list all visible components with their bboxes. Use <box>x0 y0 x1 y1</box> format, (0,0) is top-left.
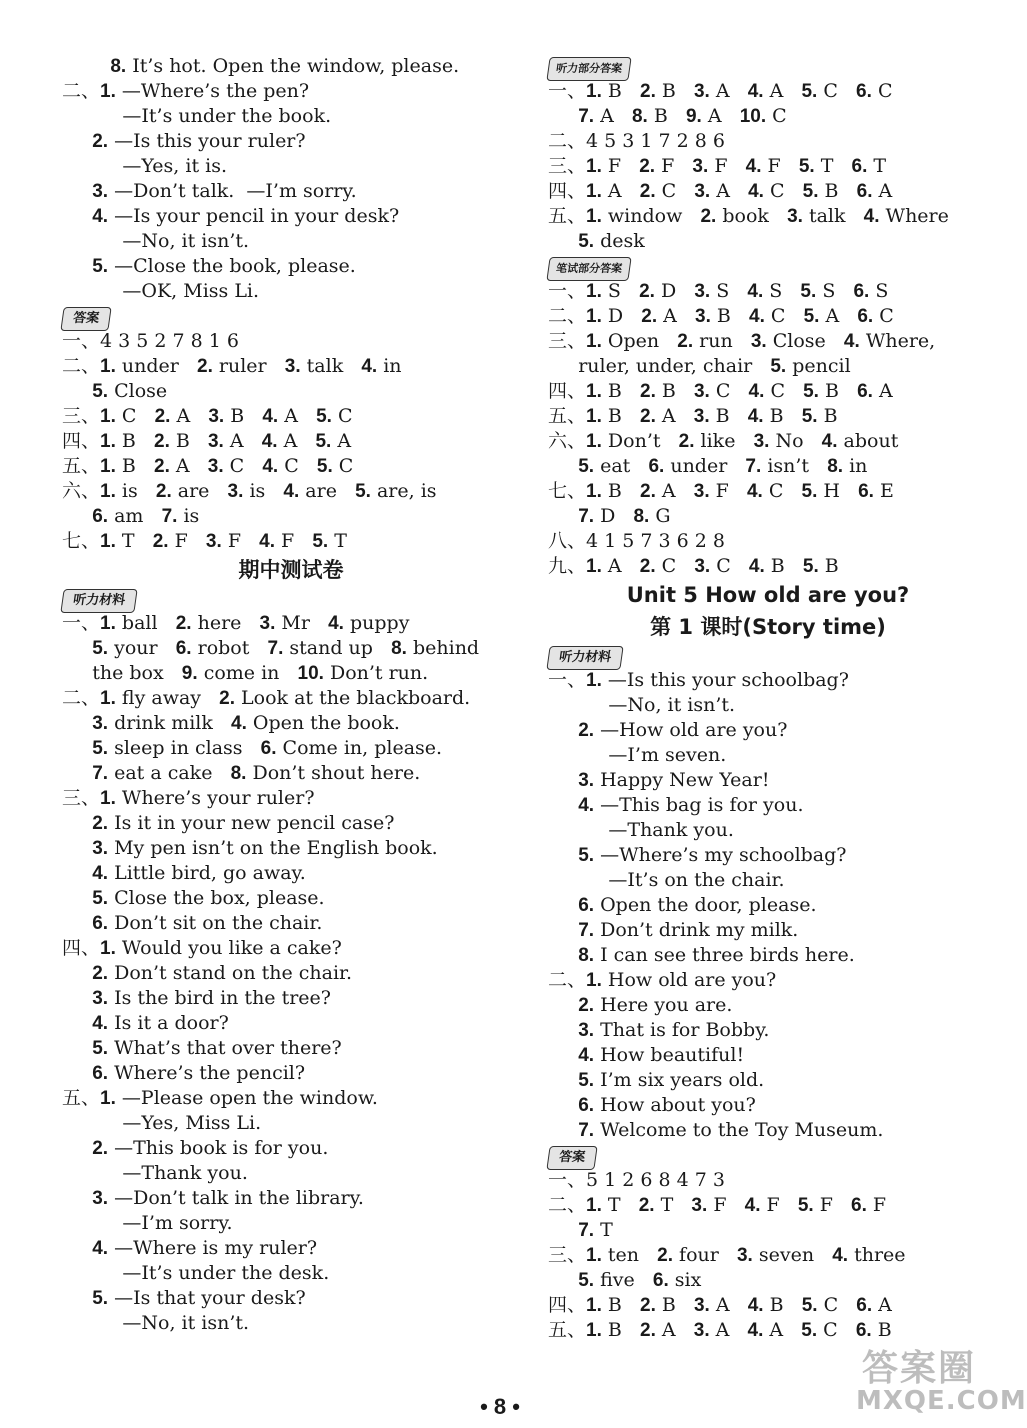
unit5-listening-material <box>548 668 988 1143</box>
answer-section-label: 答案 <box>548 1143 988 1168</box>
text-line: 7. Don’t drink my milk. <box>578 919 799 941</box>
text-line: 2. Is it in your new pencil case? <box>92 812 395 834</box>
text-line: 8. It’s hot. Open the window, please. <box>110 55 460 77</box>
text-line: 4. —Where is my ruler? <box>92 1237 318 1259</box>
text-line: 四、1. A 2. C 3. A 4. C 5. B 6. A <box>548 180 893 202</box>
text-line: 5. Close <box>92 380 168 402</box>
text-line: 5. Close the box, please. <box>92 887 325 909</box>
text-line: 二、1. D 2. A 3. B 4. C 5. A 6. C <box>548 305 894 327</box>
watermark-line-1: 答案圈 <box>862 1348 977 1389</box>
text-line: 二、1. How old are you? <box>548 969 777 991</box>
watermark-line-2: MXQE.COM <box>856 1386 1027 1416</box>
text-line: 2. —This book is for you. <box>92 1137 329 1159</box>
left-column <box>62 54 520 1336</box>
text-line: 一、1. S 2. D 3. S 4. S 5. S 6. S <box>548 280 889 302</box>
text-line: 二、1. fly away 2. Look at the blackboard. <box>62 687 471 709</box>
text-line: 四、1. Would you like a cake? <box>62 937 342 959</box>
written-answers-label: 笔试部分答案 <box>548 254 988 279</box>
text-line: 6. Don’t sit on the chair. <box>92 912 323 934</box>
text-line: 4. How beautiful! <box>578 1044 745 1066</box>
text-line: 7. Welcome to the Toy Museum. <box>578 1119 884 1141</box>
text-line: 七、1. T 2. F 3. F 4. F 5. T <box>62 530 347 552</box>
text-line: 五、1. B 2. A 3. C 4. C 5. C <box>62 455 354 477</box>
text-line: 二、1. —Where’s the pen? <box>62 80 310 102</box>
text-line: 4. —Is your pencil in your desk? <box>92 205 400 227</box>
text-line: 5. sleep in class 6. Come in, please. <box>92 737 443 759</box>
text-line: 三、1. F 2. F 3. F 4. F 5. T 6. T <box>548 155 887 177</box>
text-line: 3. —Don’t talk. —I’m sorry. <box>92 180 357 202</box>
text-line: 6. Where’s the pencil? <box>92 1062 306 1084</box>
text-line: 三、1. Open 2. run 3. Close 4. Where, <box>548 330 936 352</box>
text-line: 4. —This bag is for you. <box>578 794 804 816</box>
text-line: 5. —Where’s my schoolbag? <box>578 844 847 866</box>
left-answers <box>62 329 520 554</box>
midterm-listening-material <box>62 611 520 1336</box>
text-line: 2. —How old are you? <box>578 719 788 741</box>
text-line: 6. Open the door, please. <box>578 894 817 916</box>
text-line: 7. A 8. B 9. A 10. C <box>578 105 787 127</box>
text-line: 2. —Is this your ruler? <box>92 130 306 152</box>
unit-title: Unit 5 How old are you? <box>626 583 910 607</box>
text-line: 三、1. ten 2. four 3. seven 4. three <box>548 1244 906 1266</box>
text-line: 二、4 5 3 1 7 2 8 6 <box>548 130 725 152</box>
text-line: 2. Don’t stand on the chair. <box>92 962 353 984</box>
text-line: the box 9. come in 10. Don’t run. <box>62 662 429 684</box>
text-line: —I’m sorry. <box>62 1212 233 1234</box>
text-line: 5. your 6. robot 7. stand up 8. behind <box>92 637 480 659</box>
text-line: 4. Little bird, go away. <box>92 862 306 884</box>
text-line: 四、1. B 2. B 3. A 4. B 5. C 6. A <box>548 1294 892 1316</box>
text-line: 3. —Don’t talk in the library. <box>92 1187 364 1209</box>
text-line: 七、1. B 2. A 3. F 4. C 5. H 6. E <box>548 480 894 502</box>
text-line: 六、1. is 2. are 3. is 4. are 5. are, is <box>62 480 437 502</box>
text-line: 3. drink milk 4. Open the book. <box>92 712 400 734</box>
text-line: —No, it isn’t. <box>62 230 250 252</box>
text-line: 四、1. B 2. B 3. C 4. C 5. B 6. A <box>548 380 893 402</box>
text-line: —Thank you. <box>548 819 734 841</box>
text-line: 二、1. T 2. T 3. F 4. F 5. F 6. F <box>548 1194 887 1216</box>
text-line: 7. D 8. G <box>578 505 671 527</box>
text-line: 5. eat 6. under 7. isn’t 8. in <box>578 455 868 477</box>
listening-answers <box>548 79 988 254</box>
text-line: —It’s on the chair. <box>548 869 785 891</box>
text-line: 7. eat a cake 8. Don’t shout here. <box>92 762 421 784</box>
text-line: —Yes, it is. <box>62 155 227 177</box>
text-line: 一、5 1 2 6 8 4 7 3 <box>548 1169 725 1191</box>
text-line: 3. My pen isn’t on the English book. <box>92 837 438 859</box>
text-line: 五、1. B 2. A 3. A 4. A 5. C 6. B <box>548 1319 892 1341</box>
unit5-answers <box>548 1168 988 1343</box>
text-line: —OK, Miss Li. <box>62 280 260 302</box>
text-line: 九、1. A 2. C 3. C 4. B 5. B <box>548 555 839 577</box>
text-line: 6. How about you? <box>578 1094 756 1116</box>
text-line: 4. Is it a door? <box>92 1012 229 1034</box>
text-line: 3. Is the bird in the tree? <box>92 987 331 1009</box>
listening-material-label: 听力材料 <box>548 643 988 668</box>
text-line: 5. I’m six years old. <box>578 1069 765 1091</box>
text-line: 八、4 1 5 7 3 6 2 8 <box>548 530 725 552</box>
text-line: 四、1. B 2. B 3. A 4. A 5. A <box>62 430 352 452</box>
text-line: 5. —Close the book, please. <box>92 255 356 277</box>
text-line: 5. —Is that your desk? <box>92 1287 306 1309</box>
text-line: 一、4 3 5 2 7 8 1 6 <box>62 330 239 352</box>
text-line: 一、1. B 2. B 3. A 4. A 5. C 6. C <box>548 80 893 102</box>
text-line: 7. T <box>578 1219 613 1241</box>
text-line: 3. That is for Bobby. <box>578 1019 770 1041</box>
text-line: 五、1. window 2. book 3. talk 4. Where <box>548 205 949 227</box>
text-line: 5. five 6. six <box>578 1269 702 1291</box>
text-line: —It’s under the desk. <box>62 1262 330 1284</box>
answer-section-label: 答案 <box>62 304 520 329</box>
text-line: 五、1. —Please open the window. <box>62 1087 378 1109</box>
text-line: —Thank you. <box>62 1162 248 1184</box>
lesson-title: 第 1 课时(Story time) <box>650 615 886 639</box>
text-line: —It’s under the book. <box>62 105 332 127</box>
midterm-title: 期中测试卷 <box>238 558 344 582</box>
text-line: 三、1. C 2. A 3. B 4. A 5. C <box>62 405 353 427</box>
text-line: 2. Here you are. <box>578 994 733 1016</box>
text-line: 六、1. Don’t 2. like 3. No 4. about <box>548 430 899 452</box>
text-line: 8. I can see three birds here. <box>578 944 855 966</box>
text-line: —Yes, Miss Li. <box>62 1112 262 1134</box>
text-line: —No, it isn’t. <box>548 694 736 716</box>
listening-material-label: 听力材料 <box>62 586 520 611</box>
text-line: 三、1. Where’s your ruler? <box>62 787 315 809</box>
text-line: 一、1. ball 2. here 3. Mr 4. puppy <box>62 612 410 634</box>
left-top-dialogues <box>62 54 520 304</box>
watermark-logo <box>856 1340 1027 1422</box>
written-answers <box>548 279 988 579</box>
text-line: 5. desk <box>578 230 645 252</box>
text-line: 6. am 7. is <box>92 505 200 527</box>
text-line: 3. Happy New Year! <box>578 769 770 791</box>
text-line: —I’m seven. <box>548 744 727 766</box>
text-line: 一、1. —Is this your schoolbag? <box>548 669 849 691</box>
right-column <box>548 54 988 1343</box>
listening-answers-label: 听力部分答案 <box>548 54 988 79</box>
page-number: • 8 • <box>480 1394 520 1419</box>
text-line: 二、1. under 2. ruler 3. talk 4. in <box>62 355 402 377</box>
text-line: ruler, under, chair 5. pencil <box>548 355 851 377</box>
text-line: 5. What’s that over there? <box>92 1037 342 1059</box>
text-line: 五、1. B 2. A 3. B 4. B 5. B <box>548 405 838 427</box>
text-line: —No, it isn’t. <box>62 1312 250 1334</box>
